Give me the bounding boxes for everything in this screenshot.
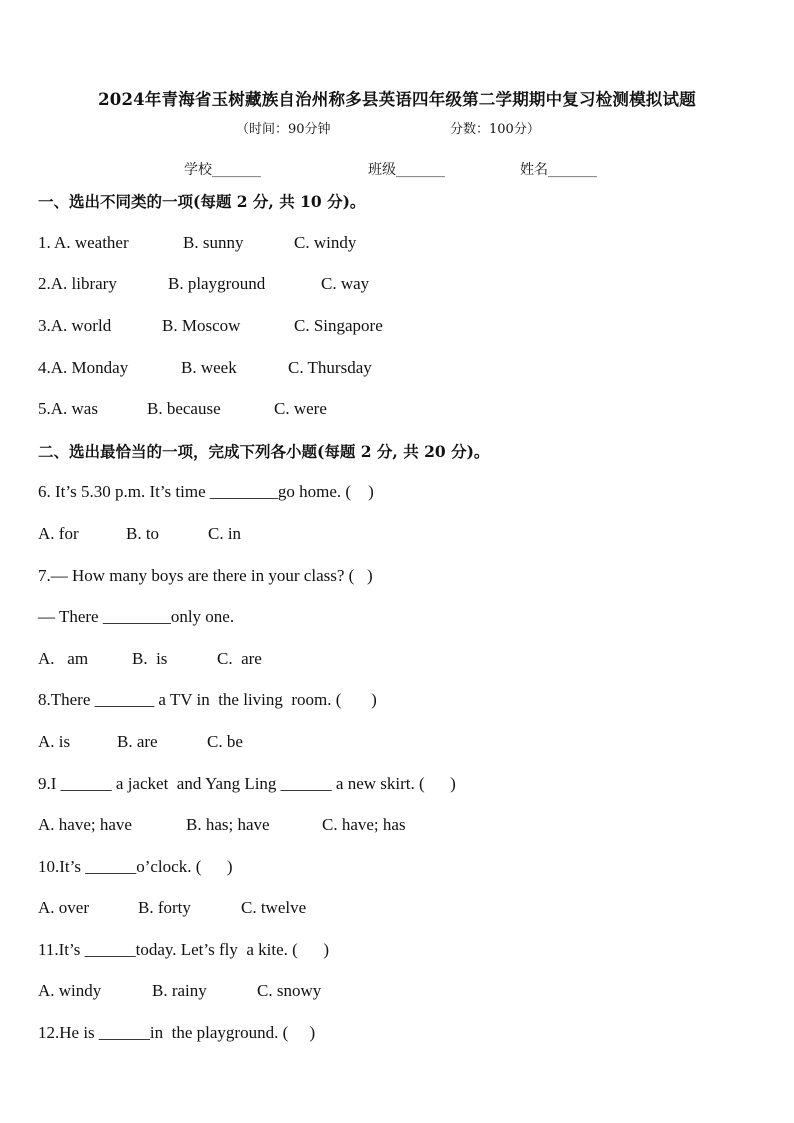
question-11-options [38,981,738,1003]
time-limit: （时间：90分钟 [236,122,331,137]
question-12-stem: 12.He is ______in the playground. ( ) [38,1023,316,1042]
option-b[interactable]: B. has; have [186,815,270,834]
section-1-heading: 一、选出不同类的一项(每题 2 分, 共 10 分)。 [38,192,366,211]
option-a[interactable]: 4.A. Monday [38,358,129,377]
option-b[interactable]: B. because [147,399,221,418]
option-c[interactable]: C. twelve [241,898,307,917]
question-8-options [38,732,738,754]
option-c[interactable]: C. are [217,649,262,668]
question-7-options [38,649,738,671]
option-a[interactable]: A. windy [38,981,102,1000]
question-9-options [38,815,738,837]
option-c[interactable]: C. Singapore [294,316,383,335]
option-a[interactable]: 1. A. weather [38,233,129,252]
question-4 [38,358,738,380]
class-field[interactable]: 班级_______ [368,162,445,178]
option-b[interactable]: B. week [181,358,237,377]
total-score: 分数：100分） [450,122,540,137]
option-a[interactable]: A. am [38,649,89,668]
question-9-stem: 9.I ______ a jacket and Yang Ling ______ a new skirt. ( ) [38,774,456,793]
option-b[interactable]: B. are [117,732,158,751]
option-b[interactable]: B. rainy [152,981,207,1000]
question-1 [38,233,738,255]
option-a[interactable]: 3.A. world [38,316,112,335]
option-a[interactable]: A. is [38,732,71,751]
option-c[interactable]: C. windy [294,233,357,252]
option-b[interactable]: B. to [126,524,160,543]
option-b[interactable]: B. is [132,649,168,668]
option-b[interactable]: B. sunny [183,233,244,252]
question-2 [38,274,738,296]
question-6-options [38,524,738,546]
question-6-stem: 6. It’s 5.30 p.m. It’s time ________go home. ( ) [38,482,374,501]
option-c[interactable]: C. Thursday [288,358,372,377]
option-a[interactable]: A. for [38,524,79,543]
option-c[interactable]: C. snowy [257,981,322,1000]
school-field[interactable]: 学校_______ [184,162,261,178]
question-10-stem: 10.It’s ______o’clock. ( ) [38,857,233,876]
name-field[interactable]: 姓名_______ [520,162,597,178]
option-c[interactable]: C. way [321,274,370,293]
option-c[interactable]: C. be [207,732,243,751]
question-7-stem-2: — There ________only one. [38,607,235,626]
option-c[interactable]: C. in [208,524,242,543]
question-3 [38,316,738,338]
question-5 [38,399,738,421]
question-7-stem: 7.— How many boys are there in your class? ( ) [38,566,373,585]
option-c[interactable]: C. were [274,399,327,418]
option-a[interactable]: 5.A. was [38,399,98,418]
option-a[interactable]: A. have; have [38,815,132,834]
option-a[interactable]: 2.A. library [38,274,117,293]
option-c[interactable]: C. have; has [322,815,406,834]
option-b[interactable]: B. playground [168,274,266,293]
section-2-heading: 二、选出最恰当的一项，完成下列各小题(每题 2 分, 共 20 分)。 [38,442,490,461]
exam-title: 2024年青海省玉树藏族自治州称多县英语四年级第二学期期中复习检测模拟试题 [98,90,696,109]
option-b[interactable]: B. Moscow [162,316,241,335]
option-a[interactable]: A. over [38,898,89,917]
option-b[interactable]: B. forty [138,898,191,917]
question-8-stem: 8.There _______ a TV in the living room. ( ) [38,690,377,709]
question-10-options [38,898,738,920]
question-11-stem: 11.It’s ______today. Let’s fly a kite. ( ) [38,940,329,959]
